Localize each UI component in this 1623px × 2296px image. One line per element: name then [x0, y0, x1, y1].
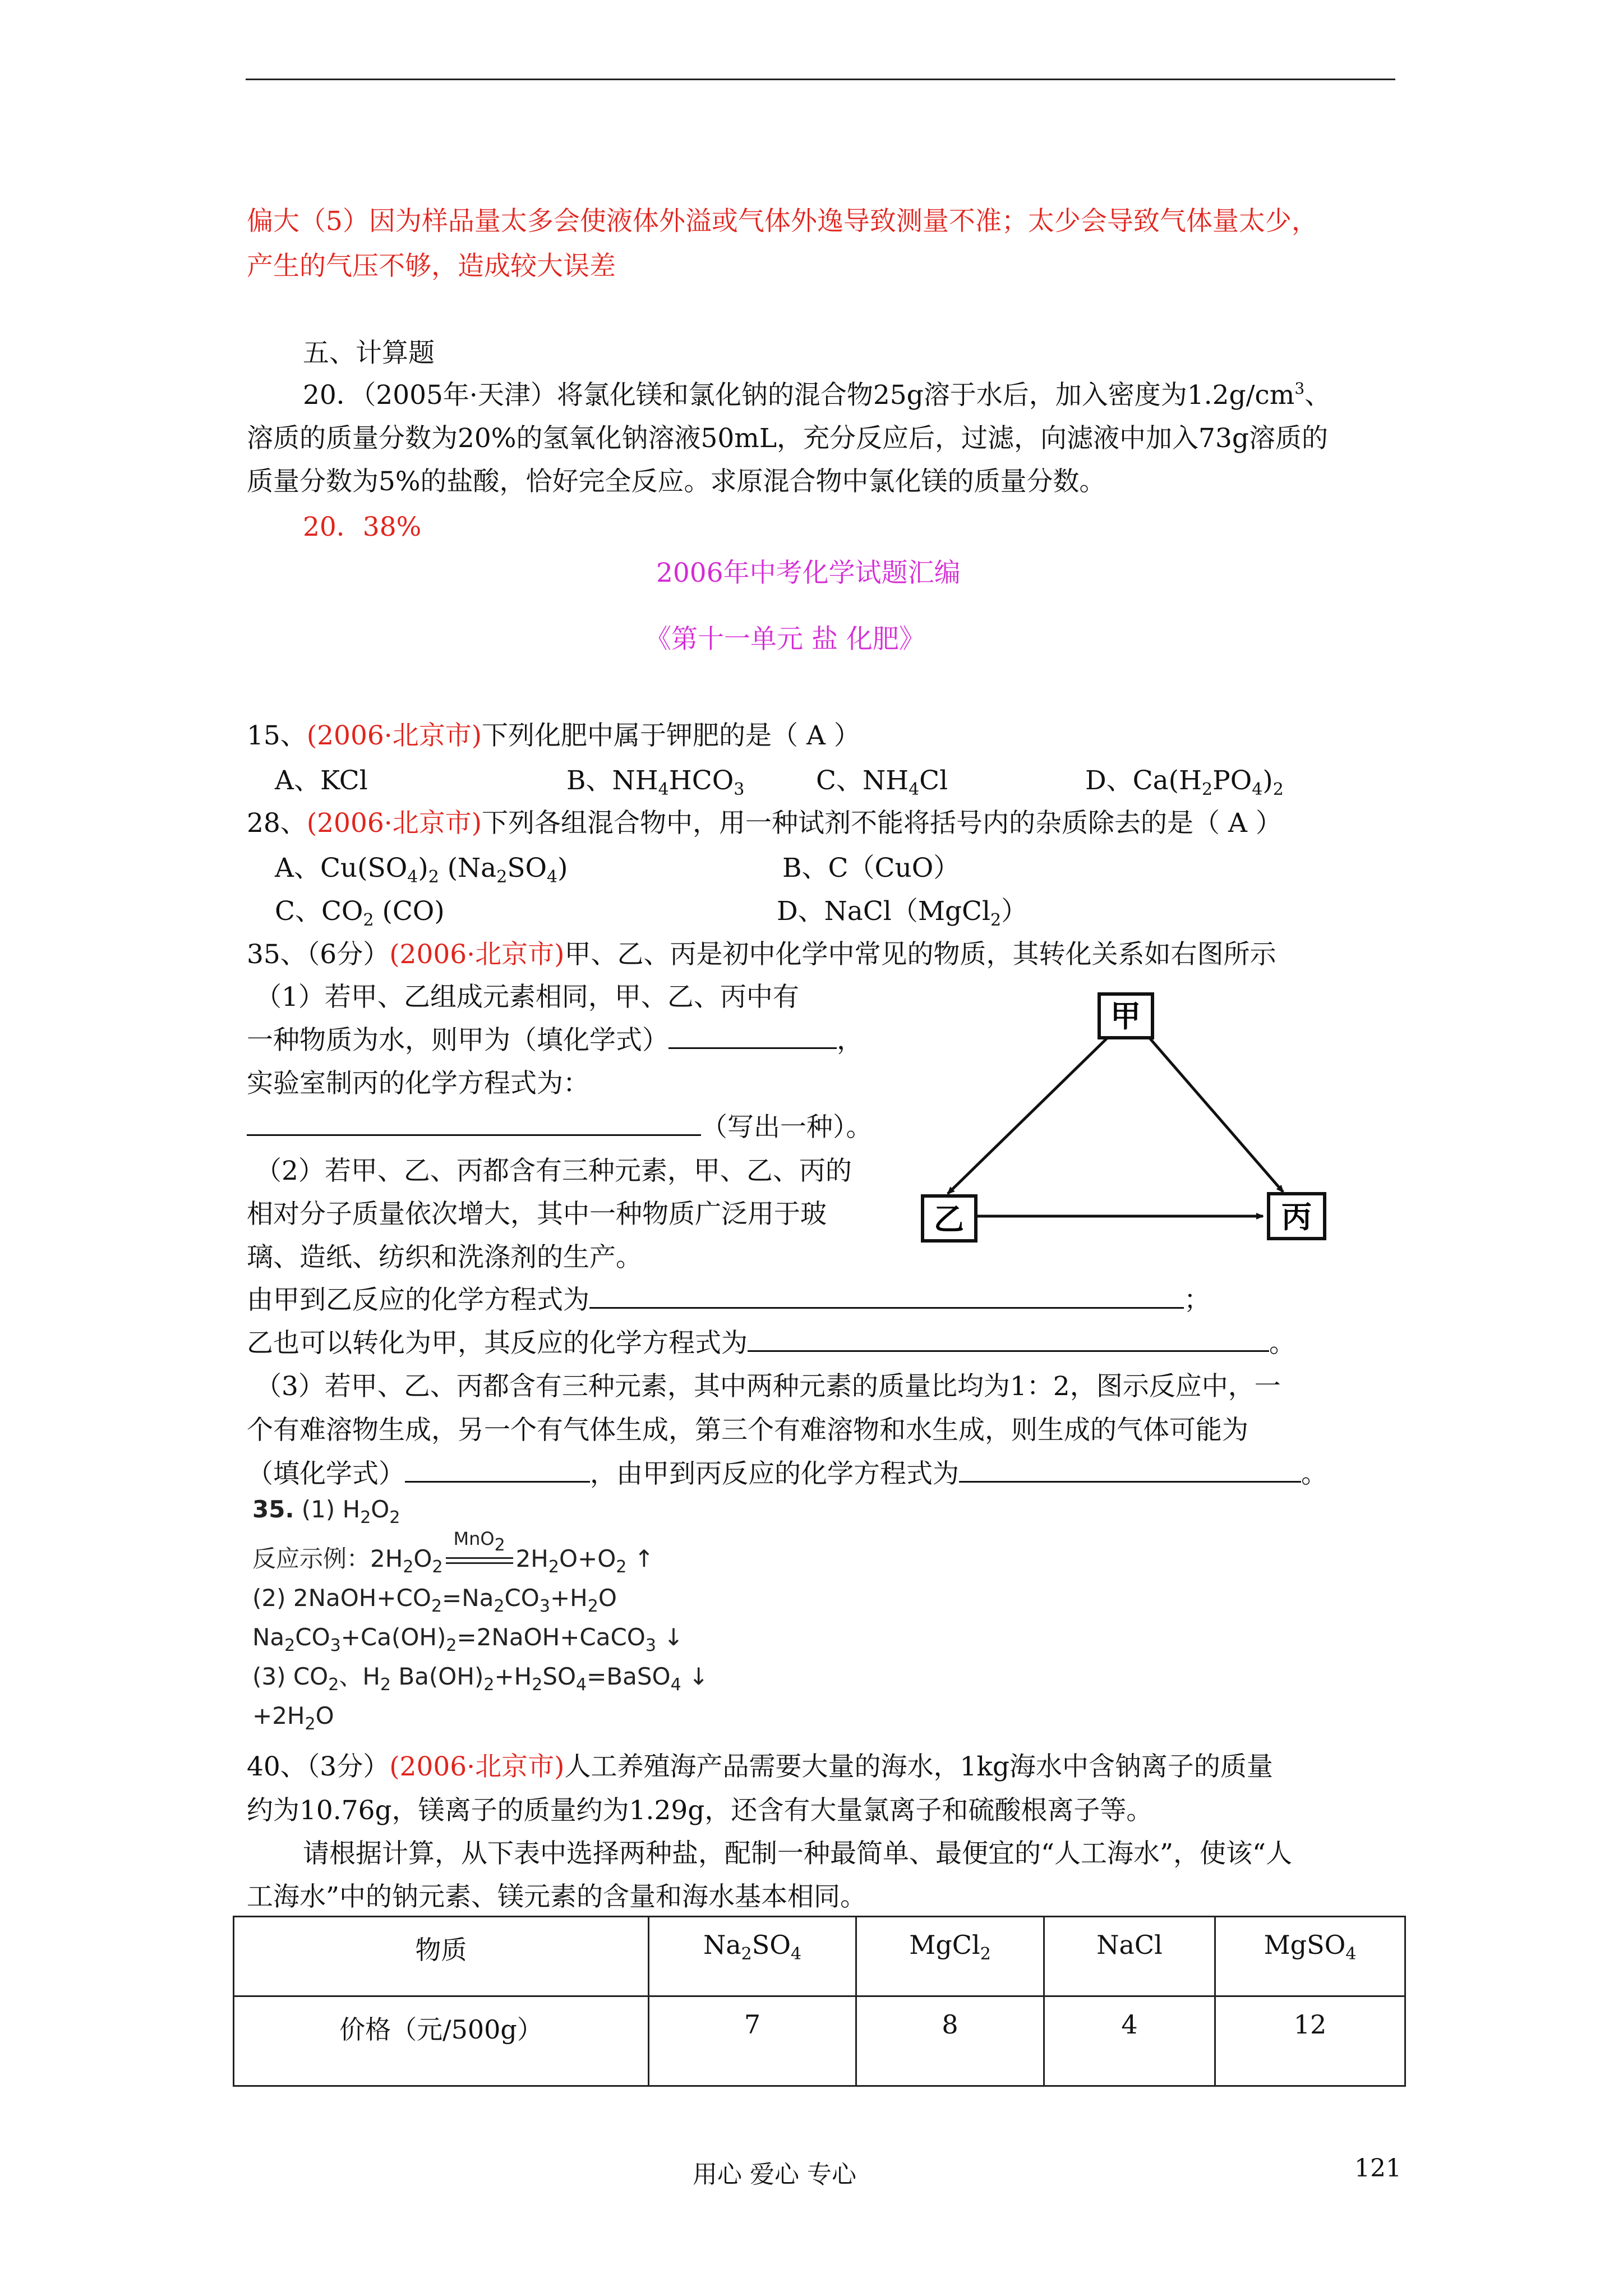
q40-line2: 约为10.76g，镁离子的质量约为1.29g，还含有大量氯离子和硫酸根离子等。 — [247, 1795, 1153, 1826]
arrow-jia-to-bing — [1147, 1035, 1283, 1192]
table-header-cell: 物质 — [234, 1917, 649, 1996]
q35-stem: 35、（6分）(2006·北京市)甲、乙、丙是初中化学中常见的物质，其转化关系如右图所示 — [247, 939, 1276, 970]
q28-option-a: A、$Cu(SO_4)_2$ $(Na_2SO_4)$ — [275, 853, 568, 887]
q28-option-d: D、NaCl（MgCl$_2$） — [777, 896, 1028, 930]
collection-title: 2006年中考化学试题汇编 — [656, 558, 961, 588]
price-table — [233, 1916, 1406, 2087]
q20-line1: 20．（2005年·天津）将氯化镁和氯化钠的混合物25g溶于水后，加入密度为$1.2g/cm^3$、 — [303, 379, 1331, 411]
svg-text:甲: 甲 — [1110, 998, 1141, 1034]
q15-option-b: B、$NH_4HCO_3$ — [566, 765, 745, 799]
answer-blank — [247, 1112, 701, 1136]
table-cell: 价格（元/500g） — [234, 1996, 649, 2086]
q35-p2-line3: 璃、造纸、纺织和洗涤剂的生产。 — [247, 1242, 642, 1273]
footer-motto: 用心 爱心 专心 — [693, 2160, 856, 2189]
q35-answer-line1: 35. (1) $H_2O_2$ — [252, 1496, 400, 1527]
q15-option-a: A、KCl — [275, 765, 368, 796]
q28-option-b: B、C（CuO） — [782, 853, 960, 884]
q35-p3-line3: （填化学式） ，由甲到丙反应的化学方程式为 。 — [247, 1458, 1327, 1489]
answer-blank — [405, 1458, 590, 1483]
prev-answer-line2: 产生的气压不够，造成较大误差 — [247, 251, 616, 282]
q35-answer-line2: 反应示例：$2H_2O_2$ MnO$_2$ $2H_2O+O_2$ ↑ — [252, 1528, 654, 1577]
q40-line3: 请根据计算，从下表中选择两种盐，配制一种最简单、最便宜的“人工海水”，使该“人 — [303, 1838, 1293, 1869]
answer-blank — [668, 1025, 837, 1049]
table-header-cell: $Na_2SO_4$ — [649, 1917, 856, 1996]
table-header-cell: MgCl$_2$ — [856, 1917, 1044, 1996]
answer-blank — [589, 1285, 1184, 1309]
table-cell: 4 — [1044, 1996, 1215, 2086]
q20-line3: 质量分数为5%的盐酸，恰好完全反应。求原混合物中氯化镁的质量分数。 — [247, 466, 1106, 497]
header-rule — [246, 79, 1395, 80]
q35-p2-line1: （2）若甲、乙、丙都含有三种元素，甲、乙、丙的 — [255, 1156, 852, 1186]
q35-answer-line6: $+2H_2O$ — [252, 1702, 334, 1734]
q40-stem: 40、（3分）(2006·北京市)人工养殖海产品需要大量的海水，1kg海水中含钠离子的质量 — [247, 1751, 1273, 1782]
conversion-diagram — [920, 987, 1335, 1257]
table-cell: 7 — [649, 1996, 856, 2086]
q35-p3-line2: 个有难溶物生成，另一个有气体生成，第三个有难溶物和水生成，则生成的气体可能为 — [247, 1415, 1248, 1446]
q20-line2: 溶质的质量分数为20%的氢氧化钠溶液50mL，充分反应后，过滤，向滤液中加入73g溶质的 — [247, 423, 1328, 454]
svg-text:丙: 丙 — [1281, 1199, 1312, 1235]
q35-p2-line4: 由甲到乙反应的化学方程式为 ； — [247, 1285, 1210, 1315]
q35-answer-line5: (3) $CO_2$、$H_2$ $Ba(OH)_2+H_2SO_4=BaSO_4$ ↓ — [252, 1663, 709, 1695]
q35-p1-line3: 实验室制丙的化学方程式为： — [247, 1068, 589, 1099]
table-header-cell: NaCl — [1044, 1917, 1215, 1996]
q35-p2-line5: 乙也可以转化为甲，其反应的化学方程式为 。 — [247, 1328, 1295, 1359]
q15-option-d: D、$Ca(H_2PO_4)_2$ — [1085, 765, 1284, 799]
q35-answer-line4: $Na_2CO_3+Ca(OH)_2=2NaOH+CaCO_3$ ↓ — [252, 1623, 684, 1655]
node-jia — [1099, 994, 1152, 1038]
q15-stem: 15、(2006·北京市)下列化肥中属于钾肥的是（ A ） — [247, 720, 860, 751]
table-header-cell: MgSO$_4$ — [1215, 1917, 1405, 1996]
table-header-row — [234, 1917, 1405, 1996]
table-row — [234, 1996, 1405, 2086]
q15-option-c: C、$NH_4Cl$ — [816, 765, 948, 799]
q35-p1-line4: （写出一种）。 — [247, 1105, 873, 1150]
node-yi — [923, 1196, 976, 1241]
arrow-jia-to-yi — [948, 1035, 1110, 1194]
reaction-arrow: MnO$_2$ — [443, 1542, 516, 1576]
prev-answer-line1: 偏大（5）因为样品量太多会使液体外溢或气体外逸导致测量不准；太少会导致气体量太少， — [247, 206, 1318, 237]
q28-option-c: C、$CO_2$ (CO) — [275, 896, 445, 930]
svg-text:乙: 乙 — [934, 1201, 964, 1237]
q40-line4: 工海水”中的钠元素、镁元素的含量和海水基本相同。 — [247, 1881, 867, 1912]
section-heading: 五、计算题 — [303, 338, 435, 369]
table-cell: 8 — [856, 1996, 1044, 2086]
q35-p1-line1: （1）若甲、乙组成元素相同，甲、乙、丙中有 — [255, 982, 799, 1013]
page-number: 121 — [1354, 2154, 1401, 2183]
table-cell: 12 — [1215, 1996, 1405, 2086]
node-bing — [1269, 1194, 1325, 1239]
unit-title: 《第十一单元 盐 化肥》 — [645, 624, 925, 655]
q35-p3-line1: （3）若甲、乙、丙都含有三种元素，其中两种元素的质量比均为1：2，图示反应中，一 — [255, 1371, 1281, 1402]
answer-blank — [748, 1328, 1269, 1352]
q28-stem: 28、(2006·北京市)下列各组混合物中，用一种试剂不能将括号内的杂质除去的是（ A ） — [247, 808, 1282, 839]
q35-answer-line3: (2) $2NaOH+CO_2=Na_2CO_3+H_2O$ — [252, 1584, 617, 1616]
answer-blank — [959, 1458, 1301, 1483]
q35-p2-line2: 相对分子质量依次增大，其中一种物质广泛用于玻 — [247, 1199, 827, 1230]
q35-p1-line2: 一种物质为水，则甲为（填化学式） ， — [247, 1025, 863, 1056]
q20-answer: 20．38% — [303, 512, 422, 542]
